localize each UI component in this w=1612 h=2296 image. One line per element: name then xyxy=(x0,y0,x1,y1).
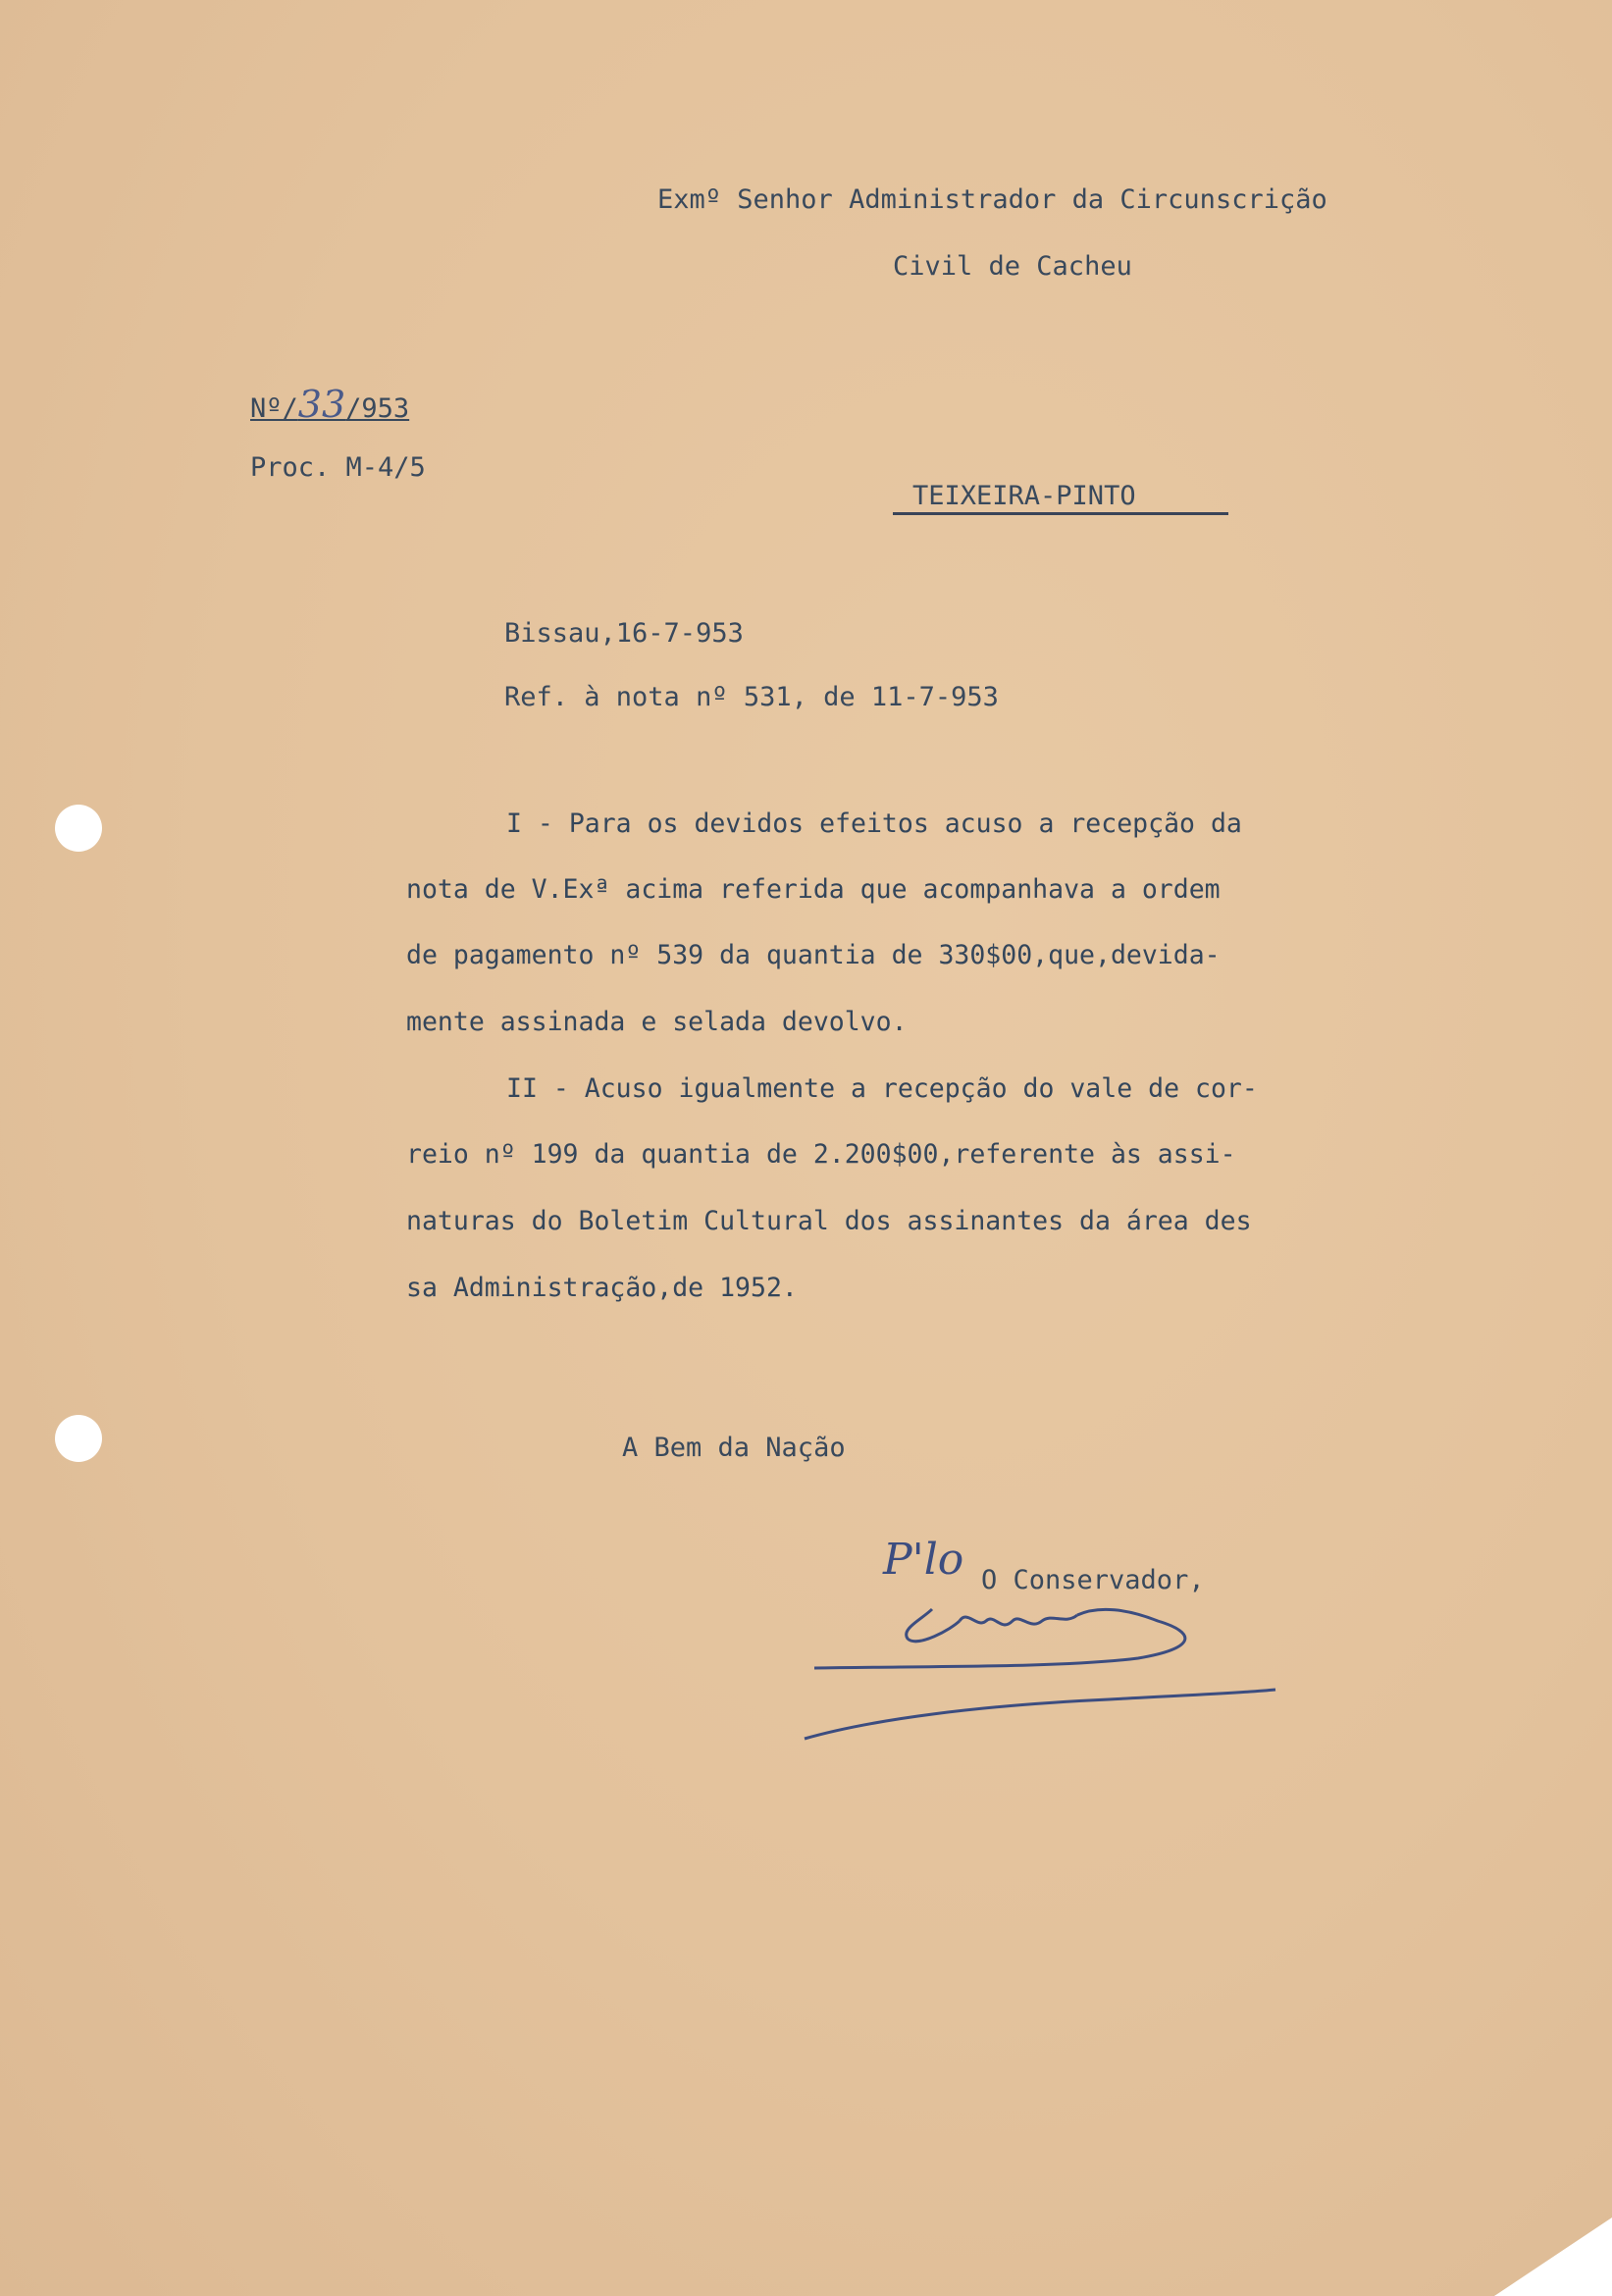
body-line-2: nota de V.Exª acima referida que acompanhava a ordem xyxy=(406,874,1221,905)
body-line-7: naturas do Boletim Cultural dos assinantes da área des xyxy=(406,1206,1252,1236)
reference-number-handwritten: 33 xyxy=(297,383,346,426)
body-line-3: de pagamento nº 539 da quantia de 330$00,que,devida- xyxy=(406,940,1221,970)
punch-hole-bottom xyxy=(55,1415,102,1462)
handwritten-signature xyxy=(785,1511,1315,1766)
reference-number xyxy=(250,383,410,426)
closing-salutation: A Bem da Nação xyxy=(622,1433,846,1463)
destination-underline xyxy=(893,512,1228,515)
process-reference: Proc. M-4/5 xyxy=(250,452,426,483)
body-line-6: reio nº 199 da quantia de 2.200$00,referente às assi- xyxy=(406,1139,1236,1170)
corner-fold xyxy=(1494,2218,1612,2296)
body-line-4: mente assinada e selada devolvo. xyxy=(406,1007,908,1037)
addressee-line-1: Exmº Senhor Administrador da Circunscrição xyxy=(657,184,1327,215)
reference-number-suffix: /953 xyxy=(345,393,410,424)
addressee-line-2: Civil de Cacheu xyxy=(893,251,1132,282)
destination: TEIXEIRA-PINTO xyxy=(912,481,1136,511)
signature-prefix-handwritten: P'lo xyxy=(883,1535,964,1585)
reference-number-prefix: Nº/ xyxy=(250,393,298,424)
punch-hole-top xyxy=(55,805,102,852)
body-line-1: I - Para os devidos efeitos acuso a recepção da xyxy=(506,809,1242,839)
reference-note: Ref. à nota nº 531, de 11-7-953 xyxy=(504,682,999,712)
signatory-title: O Conservador, xyxy=(981,1565,1205,1595)
body-line-5: II - Acuso igualmente a recepção do vale de cor- xyxy=(506,1073,1258,1104)
place-date: Bissau,16-7-953 xyxy=(504,618,744,649)
body-line-8: sa Administração,de 1952. xyxy=(406,1273,798,1303)
